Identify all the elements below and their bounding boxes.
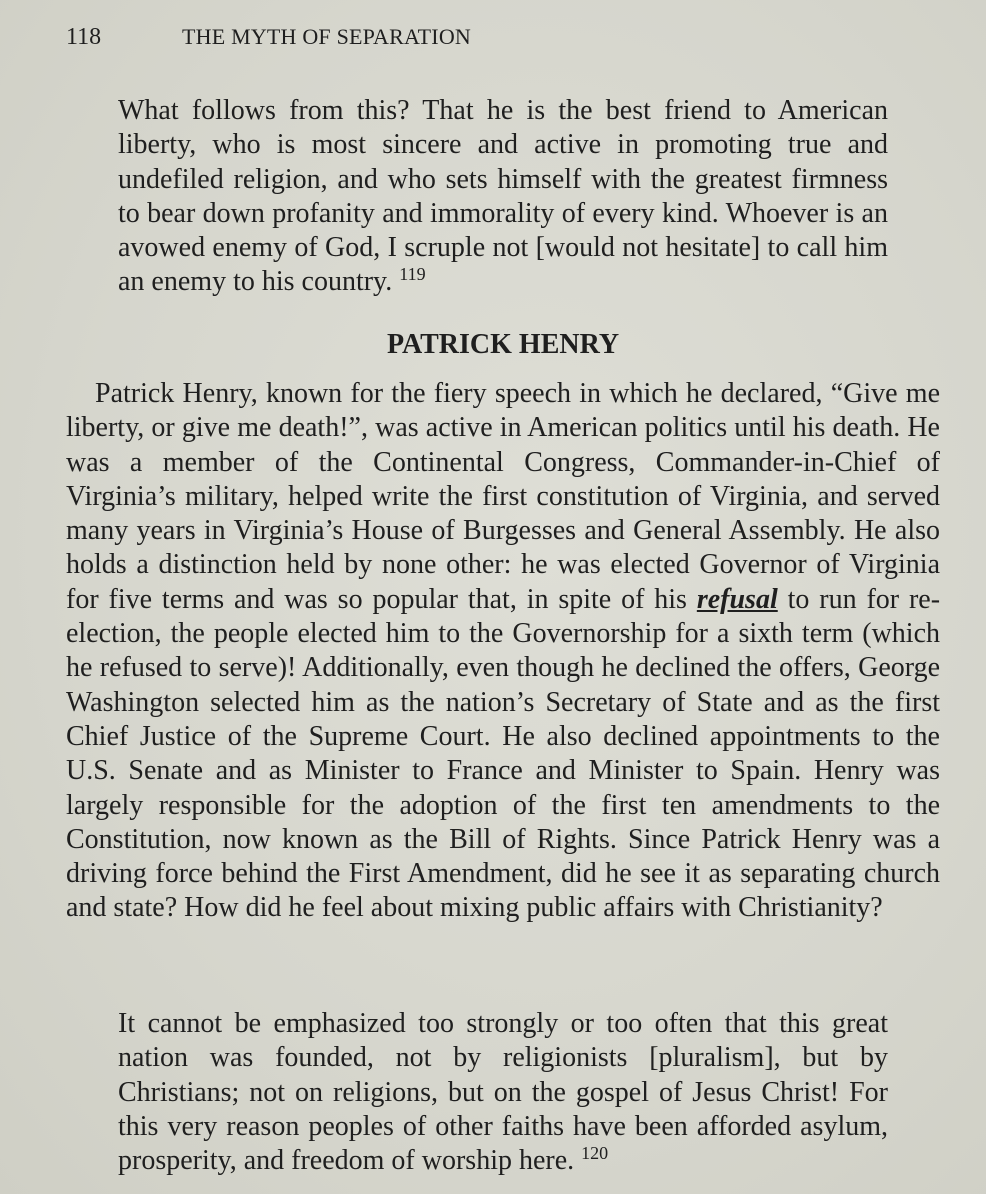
- running-head: [66, 20, 946, 54]
- footnote-ref-119: 119: [399, 264, 426, 285]
- block-quote-2-text: It cannot be emphasized too strongly or too often that this great nation was founded, not by religionists [pluralism], but by Christians; not on religions, but on the gospel of Jesus Christ! For this very reason peoples of other faiths have been afforded asylum, prosperity, and freedom of worship here.: [118, 1008, 888, 1177]
- running-title: THE MYTH OF SEPARATION: [182, 24, 472, 49]
- body-paragraph-part-1: Patrick Henry, known for the fiery speech in which he declared, “Give me liberty, or give me death!”, was active in American politics until his death. He was a member of the Continental Congress, Commander-in-Chief of Virginia’s military, helped write the first constitution of Virginia, and served many years in Virginia’s House of Burgesses and General Assembly. He also holds a distinction held by none other: he was elected Governor of Virginia for five terms and was so popular that, in spite of his: [66, 378, 940, 615]
- footnote-ref-120: 120: [581, 1143, 609, 1164]
- section-heading: PATRICK HENRY: [386, 329, 620, 360]
- block-quote-1: [118, 94, 888, 300]
- body-paragraph: [66, 377, 940, 926]
- block-quote-2: [118, 1007, 888, 1178]
- emphasized-word: refusal: [696, 583, 778, 615]
- body-paragraph-part-2: to run for re-election, the people elected him to the Governorship for a sixth term (which he refused to serve)! Additionally, even though he declined the offers, George Washington selected him as the nation’s Secretary of State and as the first Chief Justice of the Supreme Court. He also declined appointments to the U.S. Senate and as Minister to France and Minister to Spain. Henry was largely responsible for the adoption of the first ten amendments to the Constitution, now known as the Bill of Rights. Since Patrick Henry was a driving force behind the First Amendment, did he see it as separating church and state? How did he feel about mixing public affairs with Christianity?: [66, 583, 941, 924]
- block-quote-1-text: What follows from this? That he is the best friend to American liberty, who is most sincere and active in promoting true and undefiled religion, and who sets himself with the greatest firmness to bear down profanity and immorality of every kind. Whoever is an avowed enemy of God, I scruple not [would not hesitate] to call him an enemy to his country.: [118, 95, 888, 298]
- page-number: 118: [66, 24, 102, 50]
